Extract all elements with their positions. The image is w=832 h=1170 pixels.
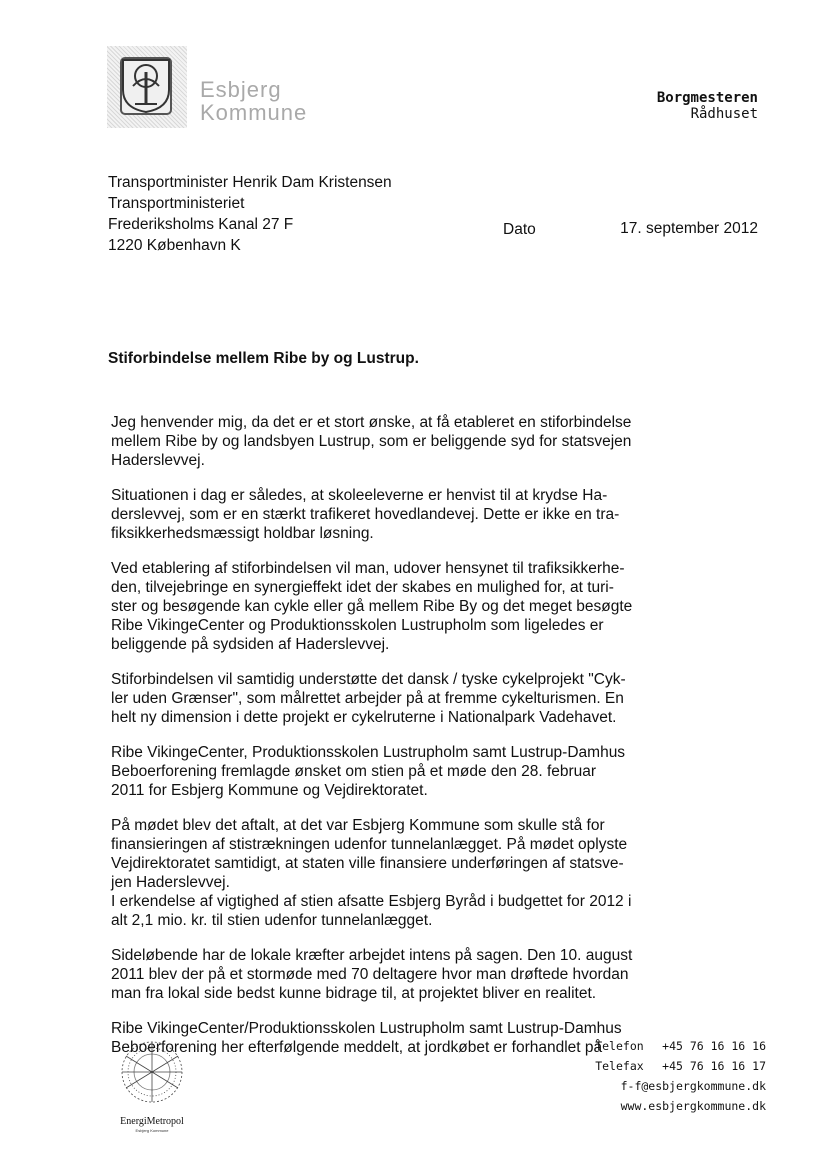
body-line: Situationen i dag er således, at skoleeleverne er henvist til at krydse Ha- (111, 487, 608, 504)
recipient-line: Frederiksholms Kanal 27 F (108, 216, 294, 233)
body-paragraph (111, 816, 641, 930)
body-line: ler uden Grænser", som målrettet arbejder på at fremme cykelturismen. En (111, 690, 624, 707)
body-line: 2011 blev der på et stormøde med 70 deltagere hvor man drøftede hvordan (111, 966, 629, 983)
body-line: Beboerforening fremlagde ønsket om stien på et møde den 28. februar (111, 763, 597, 780)
recipient-line: Transportminister Henrik Dam Kristensen (108, 174, 392, 191)
body-line: I erkendelse af vigtighed af stien afsatte Esbjerg Byråd i budgettet for 2012 i (111, 893, 632, 910)
org-name-logo (200, 78, 307, 124)
org-name-line2: Kommune (200, 100, 308, 125)
recipient-address (108, 172, 392, 256)
coat-of-arms-logo (107, 46, 187, 128)
date-label: Dato (503, 221, 536, 238)
sender-location: Rådhuset (690, 106, 758, 122)
body-line: beliggende på sydsiden af Haderslevvej. (111, 636, 390, 653)
body-line: Stiforbindelsen vil samtidig understøtte det dansk / tyske cykelprojekt "Cyk- (111, 671, 626, 688)
body-paragraph (111, 743, 641, 800)
phone-row (595, 1036, 766, 1056)
org-name-line1: Esbjerg (200, 77, 282, 102)
body-line: fiksikkerhedsmæssigt holdbar løsning. (111, 525, 374, 542)
body-line: derslevvej, som er en stærkt trafikeret hovedlandevej. Dette er ikke en tra- (111, 506, 620, 523)
fax-label: Telefax (595, 1059, 644, 1073)
body-line: mellem Ribe by og landsbyen Lustrup, som er beliggende syd for statsvejen (111, 433, 632, 450)
body-line: alt 2,1 mio. kr. til stien udenfor tunnelanlægget. (111, 912, 433, 929)
body-line: Jeg henvender mig, da det er et stort ønske, at få etableret en stiforbindelse (111, 414, 632, 431)
energimetropol-logo (112, 1034, 192, 1134)
date-value: 17. september 2012 (620, 220, 758, 237)
fax-row (595, 1056, 766, 1076)
body-line: 2011 for Esbjerg Kommune og Vejdirektoratet. (111, 782, 428, 799)
body-line: finansieringen af stistrækningen udenfor tunnelanlægget. På mødet oplyste (111, 836, 628, 853)
body-paragraph (111, 946, 641, 1003)
body-line: Beboerforening her efterfølgende meddelt, at jordkøbet er forhandlet på (111, 1039, 603, 1056)
email-link[interactable]: f-f@esbjergkommune.dk (620, 1079, 766, 1093)
recipient-line: 1220 København K (108, 237, 241, 254)
body-paragraph (111, 559, 641, 654)
body-line: Sideløbende har de lokale kræfter arbejdet intens på sagen. Den 10. august (111, 947, 633, 964)
body-line: Vejdirektoratet samtidigt, at staten ville finansiere underføringen af statsve- (111, 855, 624, 872)
body-line: Ribe VikingeCenter og Produktionsskolen Lustrupholm som ligeledes er (111, 617, 604, 634)
sender-title: Borgmesteren (656, 90, 758, 106)
body-line: Ribe VikingeCenter/Produktionsskolen Lustrupholm samt Lustrup-Damhus (111, 1020, 622, 1037)
body-line: jen Haderslevvej. (111, 874, 230, 891)
sender-block (657, 90, 758, 122)
body-line: man fra lokal side bedst kunne bidrage til, at projektet bliver en realitet. (111, 985, 597, 1002)
body-paragraph (111, 413, 641, 470)
body-line: Haderslevvej. (111, 452, 205, 469)
letter-body (111, 413, 641, 1073)
fax-number: +45 76 16 16 17 (662, 1059, 766, 1073)
body-line: Ribe VikingeCenter, Produktionsskolen Lustrupholm samt Lustrup-Damhus (111, 744, 626, 761)
body-line: helt ny dimension i dette projekt er cykelruterne i Nationalpark Vadehavet. (111, 709, 617, 726)
phone-number: +45 76 16 16 16 (662, 1039, 766, 1053)
recipient-line: Transportministeriet (108, 195, 245, 212)
footer-logo-text: EnergiMetropol (120, 1116, 184, 1127)
body-line: den, tilvejebringe en synergieffekt idet der skabes en mulighed for, at turi- (111, 579, 614, 596)
footer-logo-subtext: Esbjerg Kommune (135, 1128, 169, 1133)
phone-label: Telefon (595, 1039, 644, 1053)
letter-subject: Stiforbindelse mellem Ribe by og Lustrup. (108, 350, 419, 367)
website-link[interactable]: www.esbjergkommune.dk (620, 1099, 766, 1113)
contact-block (595, 1036, 766, 1116)
body-line: ster og besøgende kan cykle eller gå mellem Ribe By og det meget besøgte (111, 598, 633, 615)
body-line: Ved etablering af stiforbindelsen vil man, udover hensynet til trafiksikkerhe- (111, 560, 625, 577)
body-paragraph (111, 486, 641, 543)
body-line: På mødet blev det aftalt, at det var Esbjerg Kommune som skulle stå for (111, 817, 605, 834)
body-paragraph (111, 670, 641, 727)
